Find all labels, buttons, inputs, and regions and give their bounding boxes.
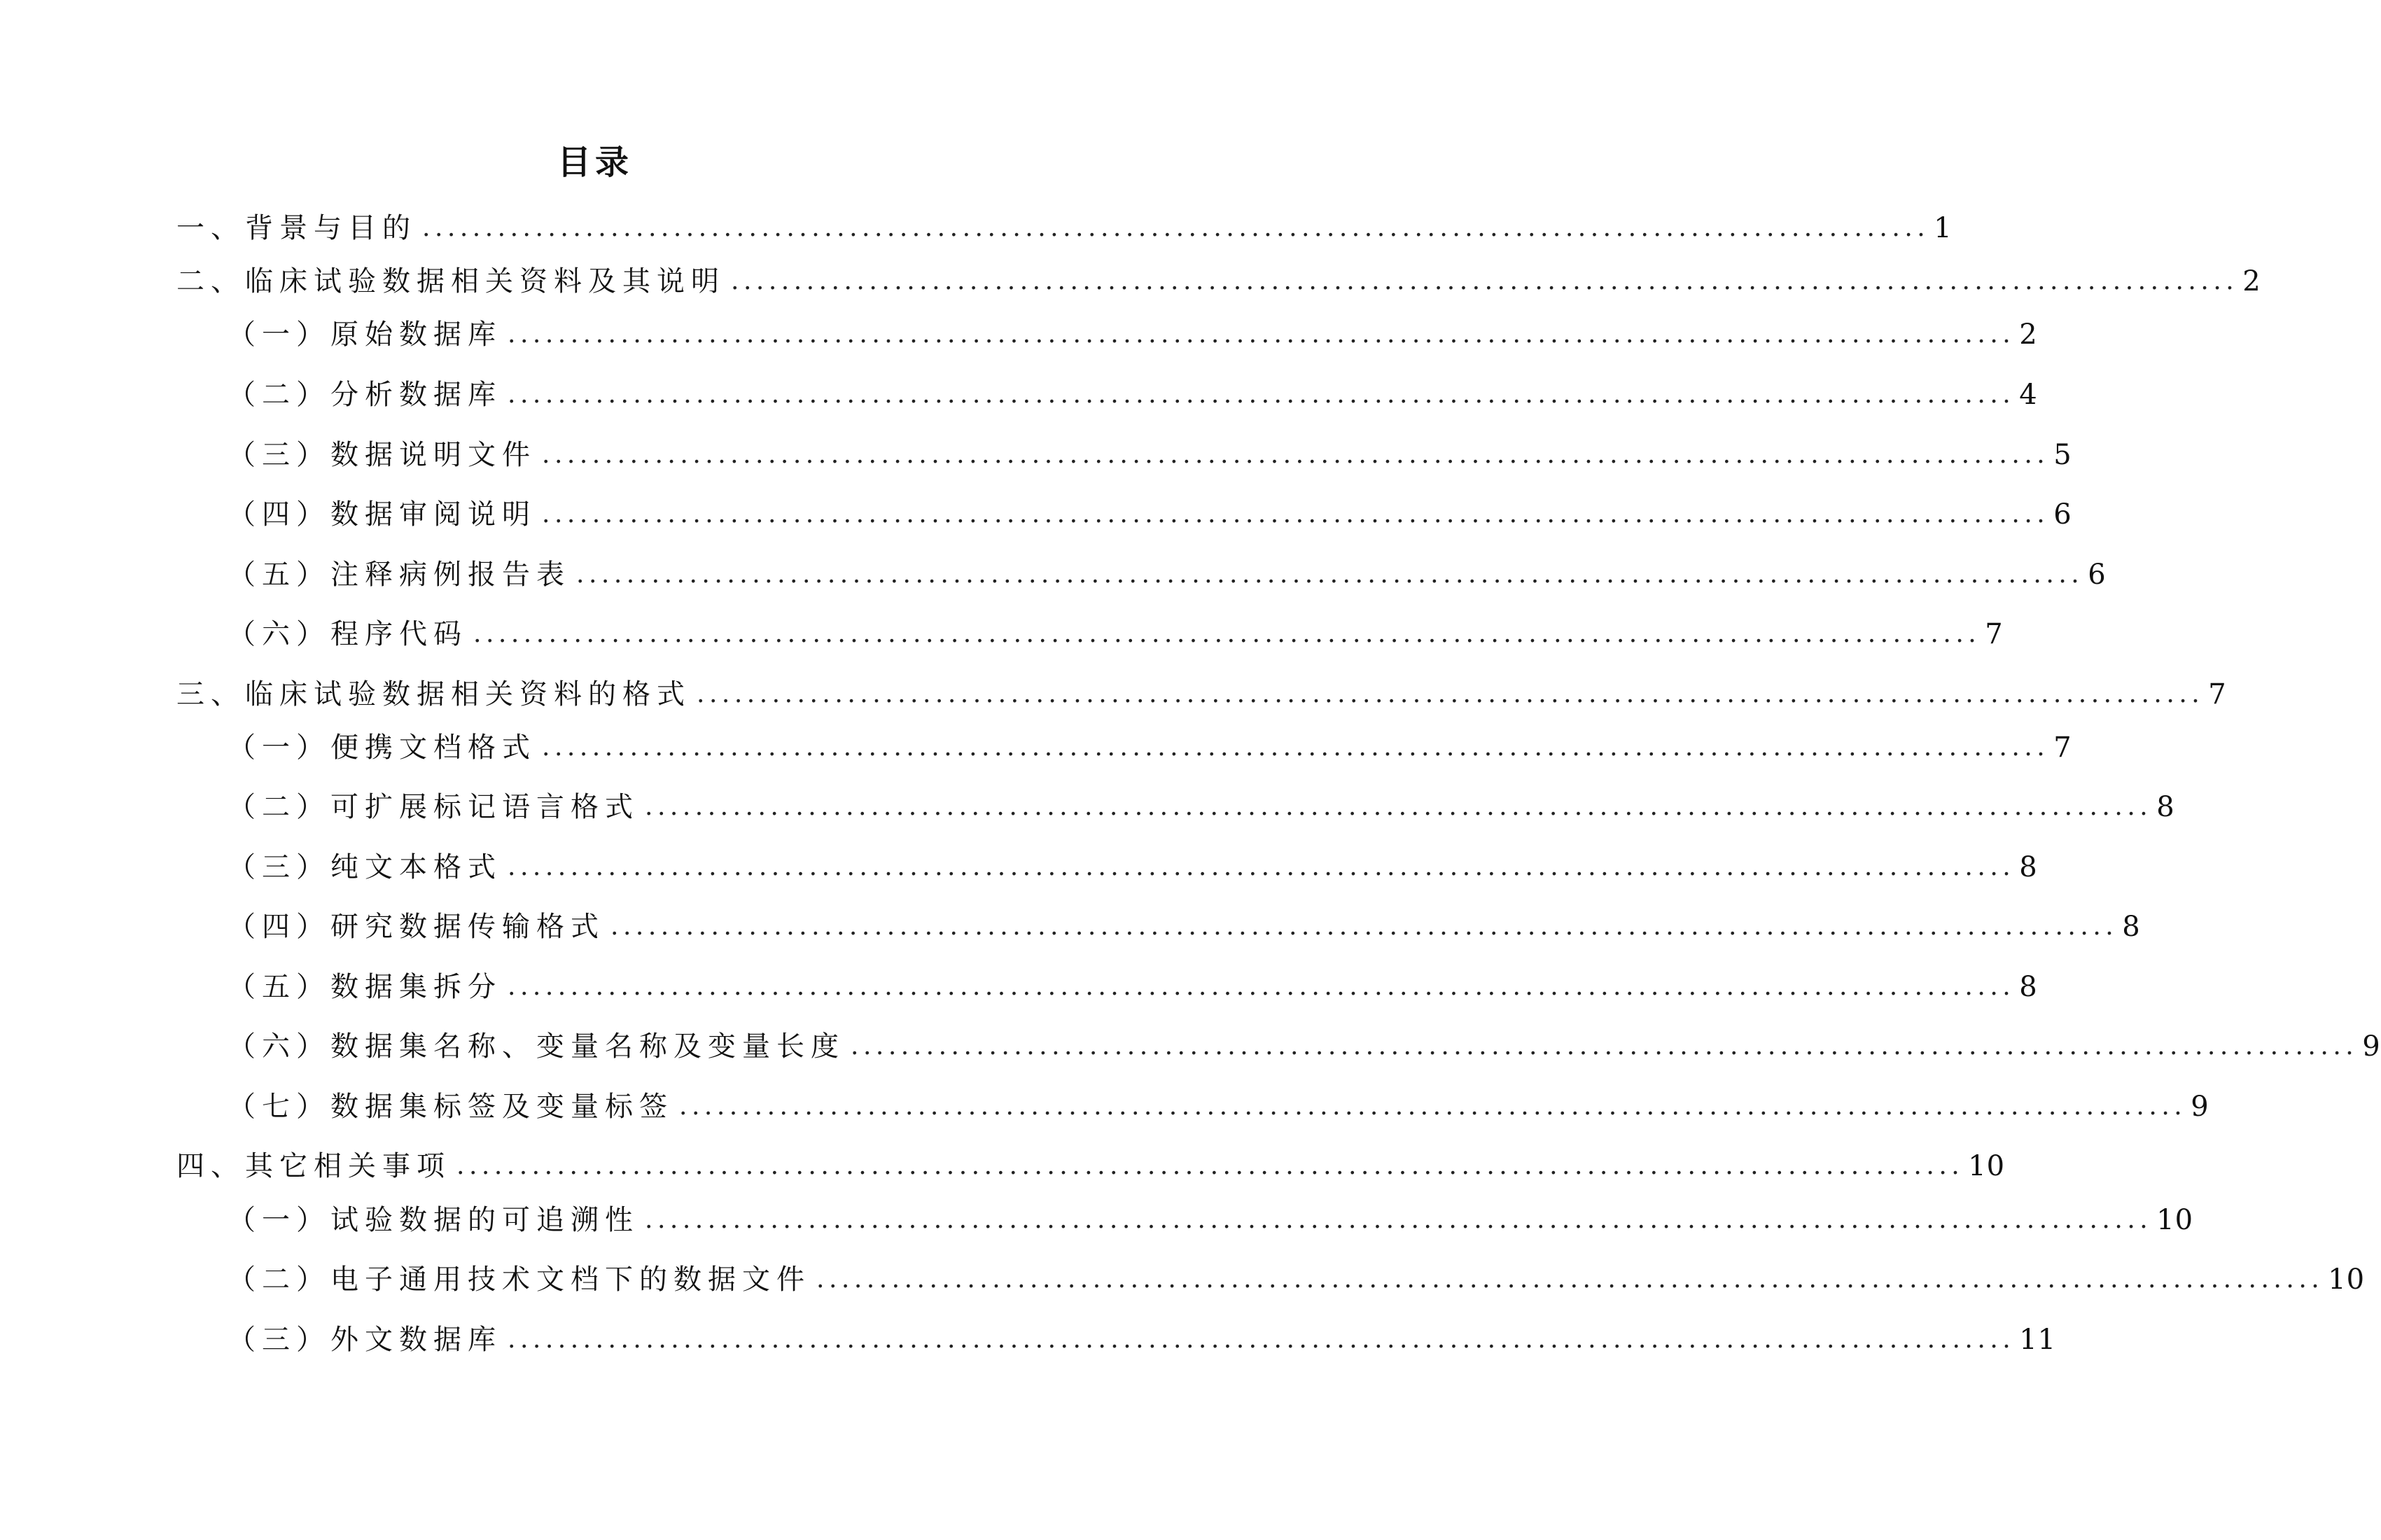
- toc-leader-dots: ........................................................................................................................: [610, 912, 2118, 941]
- toc-entry-label: 四、其它相关事项: [176, 1150, 451, 1182]
- toc-entry-label: （六）程序代码: [228, 618, 468, 650]
- toc-entry: [228, 849, 2038, 886]
- toc-entry-page-number: 4: [2019, 379, 2038, 411]
- toc-entry-page-number: 2: [2019, 318, 2038, 351]
- toc-entry-label: （五）数据集拆分: [228, 971, 502, 1003]
- toc-entry-label: 三、临床试验数据相关资料的格式: [176, 678, 691, 710]
- toc-entry: [228, 437, 2072, 473]
- toc-entry-page-number: 7: [1985, 618, 2004, 650]
- toc-entry-page-number: 5: [2053, 439, 2072, 471]
- toc-leader-dots: ........................................................................................................................: [542, 733, 2050, 762]
- toc-entry-page-number: 8: [2122, 911, 2141, 943]
- toc-leader-dots: ........................................................................................................................: [508, 320, 2016, 349]
- toc-leader-dots: ........................................................................................................................: [422, 214, 1930, 242]
- toc-entry-label: （一）便携文档格式: [228, 732, 536, 764]
- toc-entry-page-number: 9: [2362, 1030, 2381, 1063]
- toc-entry-label: （三）纯文本格式: [228, 851, 502, 883]
- toc-entry-page-number: 8: [2156, 791, 2175, 823]
- toc-entry: [228, 969, 2038, 1005]
- toc-entry-page-number: 1: [1934, 212, 1953, 244]
- toc-entry-page-number: 7: [2053, 732, 2072, 764]
- toc-entry: [176, 1148, 2006, 1184]
- toc-entry-page-number: 7: [2208, 678, 2227, 710]
- toc-entry: [228, 1322, 2057, 1358]
- toc-entry: [176, 263, 2261, 300]
- toc-leader-dots: ........................................................................................................................: [679, 1092, 2187, 1121]
- toc-entry: [228, 556, 2107, 593]
- toc-leader-dots: ........................................................................................................................: [851, 1032, 2359, 1060]
- toc-entry-label: （一）试验数据的可追溯性: [228, 1204, 639, 1236]
- toc-entry: [228, 316, 2038, 353]
- toc-entry-label: （五）注释病例报告表: [228, 559, 571, 591]
- toc-entry: [228, 909, 2141, 945]
- toc-leader-dots: ........................................................................................................................: [576, 560, 2084, 589]
- toc-entry-label: 二、临床试验数据相关资料及其说明: [176, 265, 725, 298]
- toc-entry: [176, 210, 1953, 246]
- toc-entry-label: （二）分析数据库: [228, 379, 502, 411]
- toc-entry: [228, 729, 2072, 766]
- toc-leader-dots: ........................................................................................................................: [473, 620, 1981, 648]
- toc-leader-dots: ........................................................................................................................: [456, 1152, 1964, 1180]
- toc-entry: [228, 377, 2038, 413]
- toc-entry: [228, 616, 2004, 652]
- toc-entry-page-number: 10: [2328, 1264, 2366, 1296]
- toc-entry-label: （六）数据集名称、变量名称及变量长度: [228, 1030, 845, 1063]
- toc-entry-page-number: 6: [2053, 498, 2072, 531]
- toc-leader-dots: ........................................................................................................................: [731, 267, 2239, 295]
- toc-entry-label: （二）电子通用技术文档下的数据文件: [228, 1264, 811, 1296]
- toc-entry: [228, 1028, 2381, 1065]
- page-title: 目录: [557, 143, 633, 182]
- toc-entry: [228, 1202, 2194, 1238]
- toc-entry: [228, 1261, 2366, 1298]
- toc-leader-dots: ........................................................................................................................: [645, 792, 2153, 821]
- toc-entry: [176, 676, 2227, 713]
- toc-entry: [228, 1088, 2209, 1125]
- toc-entry-page-number: 8: [2019, 851, 2038, 883]
- toc-leader-dots: ........................................................................................................................: [542, 440, 2050, 469]
- toc-entry-page-number: 2: [2242, 265, 2261, 298]
- toc-entry-page-number: 10: [2156, 1204, 2194, 1236]
- toc-leader-dots: ........................................................................................................................: [508, 1325, 2016, 1354]
- toc-leader-dots: ........................................................................................................................: [816, 1265, 2324, 1294]
- toc-entry: [228, 496, 2072, 533]
- toc-leader-dots: ........................................................................................................................: [542, 500, 2050, 528]
- toc-entry-label: （三）外文数据库: [228, 1324, 502, 1356]
- toc-entry-label: （三）数据说明文件: [228, 439, 536, 471]
- toc-leader-dots: ........................................................................................................................: [697, 680, 2205, 708]
- toc-entry: [228, 789, 2175, 825]
- toc-leader-dots: ........................................................................................................................: [508, 380, 2016, 409]
- toc-entry-label: 一、背景与目的: [176, 212, 417, 244]
- toc-leader-dots: ........................................................................................................................: [508, 853, 2016, 881]
- toc-entry-label: （四）数据审阅说明: [228, 498, 536, 531]
- toc-leader-dots: ........................................................................................................................: [645, 1205, 2153, 1234]
- toc-entry-page-number: 6: [2088, 559, 2107, 591]
- toc-entry-page-number: 9: [2191, 1091, 2209, 1123]
- toc-entry-page-number: 8: [2019, 971, 2038, 1003]
- toc-entry-page-number: 10: [1968, 1150, 2006, 1182]
- toc-entry-label: （四）研究数据传输格式: [228, 911, 605, 943]
- toc-entry-label: （一）原始数据库: [228, 318, 502, 351]
- toc-entry-label: （七）数据集标签及变量标签: [228, 1091, 673, 1123]
- toc-entry-label: （二）可扩展标记语言格式: [228, 791, 639, 823]
- toc-leader-dots: ........................................................................................................................: [508, 972, 2016, 1001]
- toc-entry-page-number: 11: [2019, 1324, 2057, 1356]
